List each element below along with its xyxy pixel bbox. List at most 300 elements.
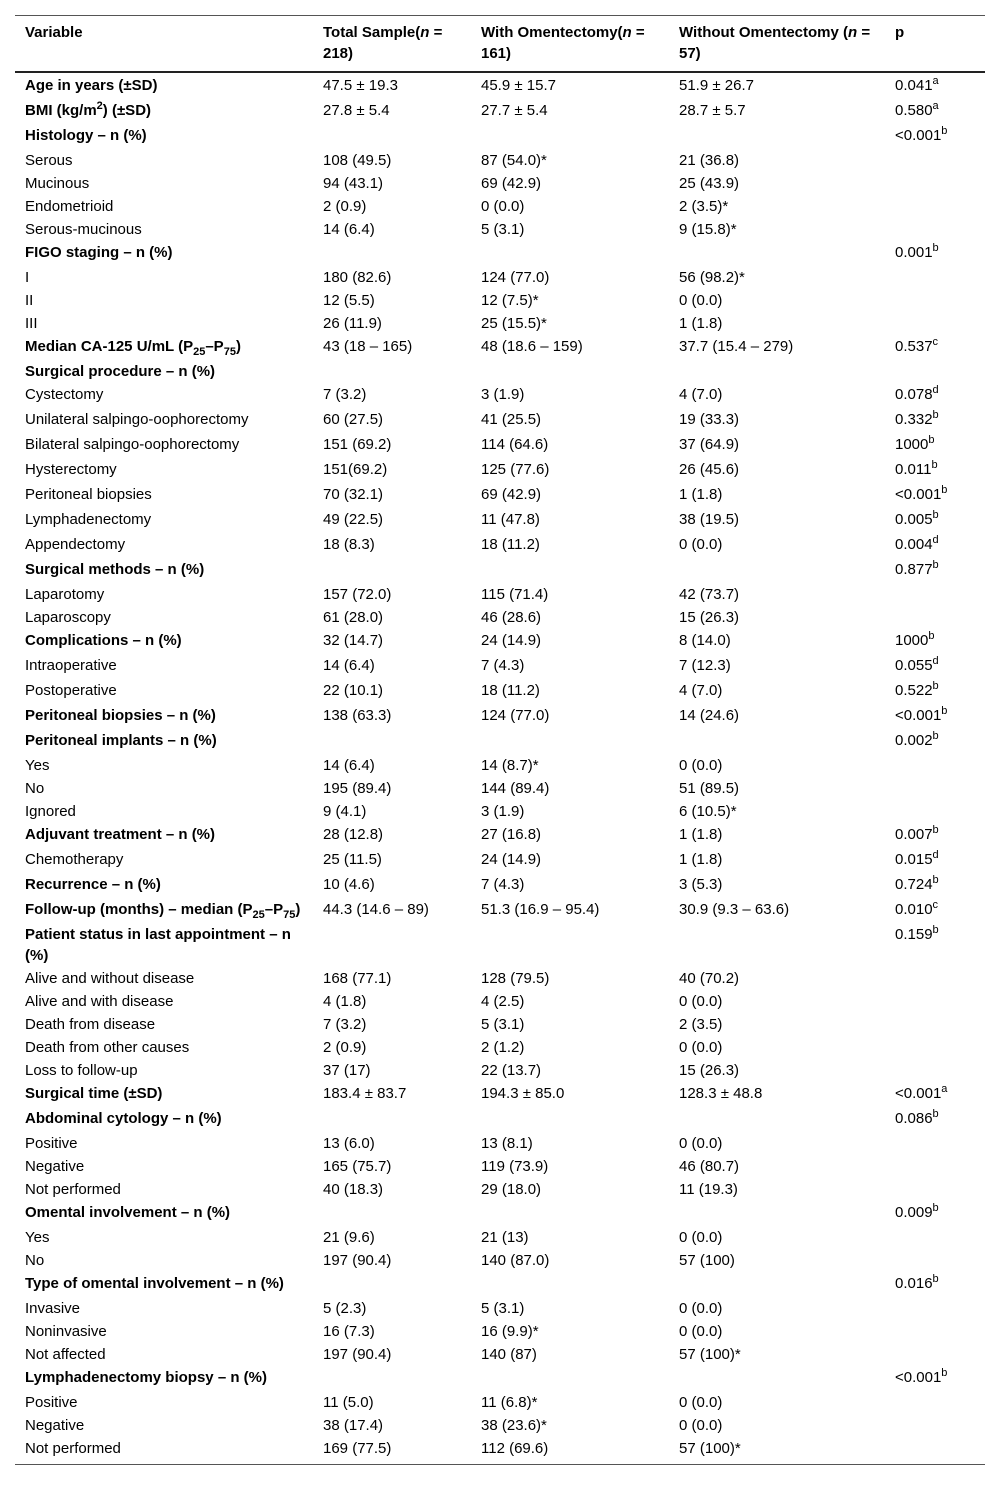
cell-with-omentectomy: 194.3 ± 85.0	[481, 1085, 565, 1102]
table-row	[15, 1414, 985, 1437]
cell-p-value	[885, 458, 985, 483]
p-value: 0.010	[895, 901, 933, 918]
p-value-footnote: b	[941, 484, 948, 496]
cell-total-sample: 94 (43.1)	[323, 175, 384, 192]
cell-total-sample: 21 (9.6)	[323, 1229, 375, 1246]
variable-label: Alive and without disease	[25, 970, 195, 987]
table-row	[15, 289, 985, 312]
variable-label: Endometrioid	[25, 198, 114, 215]
cell-total-sample: 43 (18 – 165)	[323, 338, 413, 355]
table-row	[15, 923, 985, 967]
cell-p-value	[885, 1082, 985, 1107]
cell-variable	[15, 704, 313, 729]
cell-total-sample	[313, 1107, 471, 1132]
cell-with-omentectomy: 25 (15.5)*	[481, 315, 547, 332]
cell-p-value	[885, 1036, 985, 1059]
cell-with-omentectomy: 128 (79.5)	[481, 970, 550, 987]
cell-p-value	[885, 1155, 985, 1178]
cell-without-omentectomy: 1 (1.8)	[679, 826, 723, 843]
table-row	[15, 848, 985, 873]
cell-with-omentectomy: 11 (47.8)	[481, 511, 540, 528]
p-value: 0.537	[895, 338, 933, 355]
cell-total-sample: 27.8 ± 5.4	[323, 102, 390, 119]
cell-variable	[15, 149, 313, 172]
table-row	[15, 1013, 985, 1036]
cell-total-sample: 44.3 (14.6 – 89)	[323, 901, 429, 918]
cell-variable	[15, 72, 313, 99]
cell-with-omentectomy: 7 (4.3)	[481, 657, 525, 674]
cell-with-omentectomy	[471, 124, 669, 149]
cell-p-value	[885, 558, 985, 583]
cell-total-sample: 37 (17)	[323, 1062, 371, 1079]
table-row	[15, 312, 985, 335]
cell-p-value	[885, 433, 985, 458]
cell-without-omentectomy: 38 (19.5)	[679, 511, 740, 528]
cell-total-sample: 60 (27.5)	[323, 411, 384, 428]
variable-label: Not affected	[25, 1346, 106, 1363]
cell-total-sample: 70 (32.1)	[323, 486, 384, 503]
cell-with-omentectomy: 112 (69.6)	[481, 1440, 549, 1457]
header-total-sample: Total Sample(n = 218)	[323, 24, 443, 62]
cell-without-omentectomy: 57 (100)*	[679, 1440, 741, 1457]
table-row	[15, 1437, 985, 1465]
label-subscript: 25	[193, 346, 206, 358]
cell-with-omentectomy	[471, 1201, 669, 1226]
cell-variable	[15, 848, 313, 873]
variable-label: Peritoneal biopsies – n (%)	[25, 707, 216, 724]
cell-without-omentectomy	[669, 923, 885, 967]
cell-without-omentectomy: 0 (0.0)	[679, 1394, 723, 1411]
cell-without-omentectomy: 30.9 (9.3 – 63.6)	[679, 901, 790, 918]
variable-label: II	[25, 292, 34, 309]
cell-without-omentectomy	[669, 1272, 885, 1297]
cell-with-omentectomy: 16 (9.9)*	[481, 1323, 539, 1340]
cell-total-sample: 9 (4.1)	[323, 803, 367, 820]
cell-total-sample: 151 (69.2)	[323, 436, 392, 453]
cell-without-omentectomy: 8 (14.0)	[679, 632, 731, 649]
cell-total-sample: 38 (17.4)	[323, 1417, 384, 1434]
cell-variable	[15, 898, 313, 923]
p-value: <0.001	[895, 707, 942, 724]
table-row	[15, 1082, 985, 1107]
p-value-footnote: b	[932, 730, 939, 742]
p-value-footnote: b	[932, 874, 939, 886]
cell-with-omentectomy: 5 (3.1)	[481, 221, 525, 238]
cell-without-omentectomy	[669, 729, 885, 754]
cell-without-omentectomy: 2 (3.5)	[679, 1016, 723, 1033]
cell-p-value	[885, 1343, 985, 1366]
cell-variable	[15, 99, 313, 124]
cell-variable	[15, 823, 313, 848]
cell-total-sample: 47.5 ± 19.3	[323, 77, 398, 94]
p-value: 0.877	[895, 561, 933, 578]
table-header-row	[15, 16, 985, 73]
cell-without-omentectomy: 26 (45.6)	[679, 461, 740, 478]
cell-without-omentectomy: 0 (0.0)	[679, 993, 723, 1010]
p-value-footnote: b	[932, 242, 939, 254]
p-value: 0.086	[895, 1110, 933, 1127]
header-with-omentectomy: With Omentectomy(n = 161)	[481, 24, 645, 62]
cell-total-sample	[313, 360, 471, 383]
variable-label: Not performed	[25, 1181, 121, 1198]
variable-label: Surgical time (±SD)	[25, 1085, 163, 1102]
cell-total-sample: 7 (3.2)	[323, 1016, 367, 1033]
table-row	[15, 195, 985, 218]
p-value: 0.002	[895, 732, 933, 749]
cell-total-sample	[313, 558, 471, 583]
cell-without-omentectomy: 7 (12.3)	[679, 657, 731, 674]
cell-variable	[15, 729, 313, 754]
cell-p-value	[885, 823, 985, 848]
cell-with-omentectomy: 119 (73.9)	[481, 1158, 549, 1175]
cell-variable	[15, 383, 313, 408]
cell-variable	[15, 312, 313, 335]
label-subscript: 75	[223, 346, 236, 358]
cell-p-value	[885, 729, 985, 754]
cell-variable	[15, 967, 313, 990]
p-value: 0.009	[895, 1204, 933, 1221]
cell-without-omentectomy: 0 (0.0)	[679, 1417, 723, 1434]
cell-variable	[15, 873, 313, 898]
table-row	[15, 990, 985, 1013]
p-value: 0.332	[895, 411, 933, 428]
cell-without-omentectomy	[669, 360, 885, 383]
p-value: 0.015	[895, 851, 933, 868]
p-value-footnote: b	[941, 125, 948, 137]
cell-p-value	[885, 408, 985, 433]
cell-p-value	[885, 629, 985, 654]
cell-with-omentectomy: 0 (0.0)	[481, 198, 525, 215]
cell-with-omentectomy: 11 (6.8)*	[481, 1394, 538, 1411]
table-row	[15, 360, 985, 383]
cell-p-value	[885, 195, 985, 218]
p-value-footnote: b	[928, 434, 935, 446]
table-row	[15, 172, 985, 195]
cell-without-omentectomy: 0 (0.0)	[679, 757, 723, 774]
cell-with-omentectomy: 114 (64.6)	[481, 436, 549, 453]
cell-p-value	[885, 800, 985, 823]
table-row	[15, 1366, 985, 1391]
cell-variable	[15, 1013, 313, 1036]
p-value: 0.522	[895, 682, 933, 699]
table-row	[15, 1059, 985, 1082]
table-row	[15, 433, 985, 458]
cell-p-value	[885, 172, 985, 195]
cell-without-omentectomy: 57 (100)*	[679, 1346, 741, 1363]
cell-total-sample: 168 (77.1)	[323, 970, 392, 987]
cell-p-value	[885, 777, 985, 800]
variable-label: Unilateral salpingo-oophorectomy	[25, 411, 249, 428]
p-value: 0.007	[895, 826, 933, 843]
variable-label: Serous-mucinous	[25, 221, 142, 238]
table-row	[15, 533, 985, 558]
variable-label: Positive	[25, 1394, 78, 1411]
table-row	[15, 729, 985, 754]
p-value-footnote: b	[932, 1108, 939, 1120]
variable-label: No	[25, 1252, 45, 1269]
cell-p-value	[885, 1201, 985, 1226]
cell-with-omentectomy: 115 (71.4)	[481, 586, 549, 603]
cell-without-omentectomy: 0 (0.0)	[679, 1300, 723, 1317]
cell-variable	[15, 1059, 313, 1082]
cell-total-sample: 4 (1.8)	[323, 993, 367, 1010]
cell-with-omentectomy: 18 (11.2)	[481, 536, 540, 553]
cell-variable	[15, 1082, 313, 1107]
cell-with-omentectomy	[471, 1107, 669, 1132]
cell-without-omentectomy: 9 (15.8)*	[679, 221, 737, 238]
p-value-footnote: b	[932, 824, 939, 836]
variable-label: BMI (kg/m	[25, 102, 97, 119]
cell-without-omentectomy: 51.9 ± 26.7	[679, 77, 754, 94]
cell-with-omentectomy	[471, 1272, 669, 1297]
cell-total-sample: 180 (82.6)	[323, 269, 392, 286]
cell-with-omentectomy: 13 (8.1)	[481, 1135, 533, 1152]
cell-total-sample: 5 (2.3)	[323, 1300, 367, 1317]
table-row	[15, 335, 985, 360]
cell-total-sample: 40 (18.3)	[323, 1181, 384, 1198]
table-row	[15, 558, 985, 583]
p-value: <0.001	[895, 127, 942, 144]
cell-without-omentectomy: 3 (5.3)	[679, 876, 723, 893]
cell-variable	[15, 218, 313, 241]
variable-label: Recurrence – n (%)	[25, 876, 161, 893]
table-row	[15, 1320, 985, 1343]
cell-with-omentectomy: 24 (14.9)	[481, 851, 542, 868]
cell-with-omentectomy	[471, 360, 669, 383]
p-value-footnote: d	[932, 849, 939, 861]
cell-total-sample: 138 (63.3)	[323, 707, 392, 724]
cell-with-omentectomy	[471, 241, 669, 266]
cell-total-sample: 197 (90.4)	[323, 1252, 392, 1269]
cell-total-sample	[313, 1201, 471, 1226]
p-value: 0.011	[895, 461, 932, 478]
cell-with-omentectomy: 2 (1.2)	[481, 1039, 525, 1056]
p-value-footnote: a	[932, 100, 939, 112]
cell-variable	[15, 583, 313, 606]
cell-without-omentectomy: 15 (26.3)	[679, 609, 740, 626]
cell-with-omentectomy	[471, 1366, 669, 1391]
cell-variable	[15, 629, 313, 654]
cell-p-value	[885, 312, 985, 335]
cell-total-sample: 16 (7.3)	[323, 1323, 375, 1340]
cell-with-omentectomy: 124 (77.0)	[481, 707, 550, 724]
table-row	[15, 654, 985, 679]
p-value-footnote: c	[932, 899, 939, 911]
cell-without-omentectomy: 1 (1.8)	[679, 315, 723, 332]
p-value: 0.724	[895, 876, 933, 893]
cell-total-sample: 28 (12.8)	[323, 826, 384, 843]
cell-variable	[15, 558, 313, 583]
cell-with-omentectomy: 51.3 (16.9 – 95.4)	[481, 901, 600, 918]
p-value: 0.580	[895, 102, 933, 119]
cell-p-value	[885, 1059, 985, 1082]
cell-total-sample: 14 (6.4)	[323, 757, 375, 774]
variable-label: Death from other causes	[25, 1039, 190, 1056]
cell-p-value	[885, 1272, 985, 1297]
cell-p-value	[885, 533, 985, 558]
table-row	[15, 629, 985, 654]
table-row	[15, 124, 985, 149]
variable-label: Patient status in last appointment – n (%)	[25, 926, 291, 964]
cell-without-omentectomy: 51 (89.5)	[679, 780, 740, 797]
cell-variable	[15, 1107, 313, 1132]
cell-total-sample: 32 (14.7)	[323, 632, 384, 649]
cell-p-value	[885, 335, 985, 360]
cell-variable	[15, 654, 313, 679]
p-value-footnote: a	[941, 1083, 948, 1095]
cell-without-omentectomy: 21 (36.8)	[679, 152, 740, 169]
cell-p-value	[885, 1107, 985, 1132]
cell-total-sample: 18 (8.3)	[323, 536, 375, 553]
variable-label: Invasive	[25, 1300, 81, 1317]
cell-without-omentectomy: 4 (7.0)	[679, 386, 723, 403]
p-value-footnote: b	[932, 559, 939, 571]
cell-p-value	[885, 1391, 985, 1414]
p-value-footnote: b	[941, 1367, 948, 1379]
label-suffix: )	[235, 338, 241, 355]
cell-with-omentectomy: 3 (1.9)	[481, 386, 525, 403]
cell-with-omentectomy: 69 (42.9)	[481, 175, 542, 192]
variable-label: Postoperative	[25, 682, 117, 699]
table-row	[15, 241, 985, 266]
variable-label: Ignored	[25, 803, 76, 820]
cell-with-omentectomy: 5 (3.1)	[481, 1300, 525, 1317]
cell-p-value	[885, 1132, 985, 1155]
cell-p-value	[885, 898, 985, 923]
variable-label: Laparoscopy	[25, 609, 111, 626]
cell-with-omentectomy: 124 (77.0)	[481, 269, 550, 286]
cell-without-omentectomy	[669, 124, 885, 149]
cell-variable	[15, 679, 313, 704]
label-suffix: )	[295, 901, 301, 918]
p-value: <0.001	[895, 1369, 942, 1386]
cell-p-value	[885, 360, 985, 383]
cell-variable	[15, 360, 313, 383]
cell-without-omentectomy: 0 (0.0)	[679, 1135, 723, 1152]
variable-label: Surgical methods – n (%)	[25, 561, 205, 578]
label-superscript: 2	[96, 100, 103, 112]
cell-with-omentectomy: 14 (8.7)*	[481, 757, 539, 774]
cell-variable	[15, 1414, 313, 1437]
cell-total-sample: 49 (22.5)	[323, 511, 384, 528]
cell-with-omentectomy: 144 (89.4)	[481, 780, 550, 797]
table-row	[15, 898, 985, 923]
cell-total-sample	[313, 1366, 471, 1391]
table-row	[15, 823, 985, 848]
p-value: 0.001	[895, 244, 933, 261]
variable-label: FIGO staging – n (%)	[25, 244, 173, 261]
cell-variable	[15, 1155, 313, 1178]
cell-variable	[15, 533, 313, 558]
cell-without-omentectomy: 128.3 ± 48.8	[679, 1085, 763, 1102]
cell-p-value	[885, 99, 985, 124]
variable-label: Negative	[25, 1158, 85, 1175]
cell-without-omentectomy: 4 (7.0)	[679, 682, 723, 699]
cell-variable	[15, 754, 313, 777]
header-variable: Variable	[25, 24, 83, 41]
cell-without-omentectomy	[669, 241, 885, 266]
cell-total-sample: 2 (0.9)	[323, 198, 367, 215]
p-value: 0.041	[895, 77, 933, 94]
table-row	[15, 72, 985, 99]
table-row	[15, 408, 985, 433]
cell-without-omentectomy: 11 (19.3)	[679, 1181, 738, 1198]
cell-p-value	[885, 583, 985, 606]
p-value: 0.078	[895, 386, 933, 403]
variable-label: Type of omental involvement – n (%)	[25, 1275, 284, 1292]
p-value-footnote: b	[941, 705, 948, 717]
cell-variable	[15, 1437, 313, 1465]
table-row	[15, 383, 985, 408]
cell-variable	[15, 1132, 313, 1155]
label-middle: –P	[264, 901, 284, 918]
variable-label: Alive and with disease	[25, 993, 174, 1010]
p-value-footnote: d	[932, 655, 939, 667]
cell-total-sample: 61 (28.0)	[323, 609, 384, 626]
cell-variable	[15, 266, 313, 289]
cell-without-omentectomy: 0 (0.0)	[679, 536, 723, 553]
variable-label: I	[25, 269, 30, 286]
cell-without-omentectomy: 6 (10.5)*	[679, 803, 737, 820]
header-p-value: p	[895, 24, 905, 41]
cell-total-sample: 25 (11.5)	[323, 851, 382, 868]
table-row	[15, 583, 985, 606]
cell-total-sample: 151(69.2)	[323, 461, 388, 478]
cell-variable	[15, 1226, 313, 1249]
table-row	[15, 606, 985, 629]
cell-with-omentectomy: 125 (77.6)	[481, 461, 550, 478]
cell-without-omentectomy: 40 (70.2)	[679, 970, 740, 987]
cell-p-value	[885, 1013, 985, 1036]
variable-label: Peritoneal biopsies	[25, 486, 152, 503]
variable-label: Lymphadenectomy	[25, 511, 152, 528]
p-value-footnote: a	[932, 75, 939, 87]
cell-total-sample: 183.4 ± 83.7	[323, 1085, 407, 1102]
variable-label: Not performed	[25, 1440, 121, 1457]
cell-p-value	[885, 241, 985, 266]
variable-label: No	[25, 780, 45, 797]
cell-p-value	[885, 289, 985, 312]
cell-with-omentectomy	[471, 558, 669, 583]
cell-total-sample: 14 (6.4)	[323, 221, 375, 238]
cell-variable	[15, 1391, 313, 1414]
cell-p-value	[885, 1414, 985, 1437]
variable-label: Median CA-125 U/mL (P	[25, 338, 194, 355]
variable-label: Yes	[25, 1229, 50, 1246]
p-value: <0.001	[895, 1085, 942, 1102]
cell-total-sample: 22 (10.1)	[323, 682, 384, 699]
variable-label: Surgical procedure – n (%)	[25, 363, 216, 380]
variable-label: Death from disease	[25, 1016, 156, 1033]
table-row	[15, 1107, 985, 1132]
table-row	[15, 266, 985, 289]
cell-without-omentectomy: 56 (98.2)*	[679, 269, 745, 286]
cell-variable	[15, 335, 313, 360]
variable-label: Intraoperative	[25, 657, 117, 674]
cell-total-sample: 169 (77.5)	[323, 1440, 392, 1457]
variable-label: Negative	[25, 1417, 85, 1434]
table-body	[15, 72, 985, 1465]
cell-total-sample	[313, 124, 471, 149]
table-row	[15, 800, 985, 823]
cell-variable	[15, 1297, 313, 1320]
table-container	[15, 15, 985, 1465]
cell-total-sample	[313, 729, 471, 754]
table-row	[15, 1201, 985, 1226]
cell-with-omentectomy: 69 (42.9)	[481, 486, 542, 503]
table-row	[15, 1297, 985, 1320]
p-value: 0.005	[895, 511, 933, 528]
